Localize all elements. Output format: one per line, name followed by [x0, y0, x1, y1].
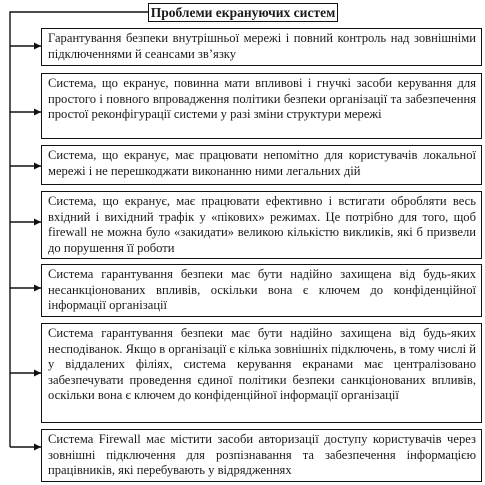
problem-box-2	[41, 73, 482, 139]
arrowhead-3	[34, 163, 41, 170]
arrowhead-7	[34, 444, 41, 451]
problem-text-4: Система, що екранує, має працювати ефективно і встигати обробляти весь вхідний і вихідний трафік у «пікових» режимах. Це потрібно для того, щоб firewall не можна було «закидати» великою кількістю викликів, які б призвели до порушення її роботи	[48, 194, 476, 255]
problem-text-6: Система гарантування безпеки має бути надійно захищена від будь-яких несподіванок. Якщо в організації є кілька зовнішніх підключень, в тому числі й у віддалених філіях, система керування екранами має централізовано забезпечувати проведення єдиної політики безпеки санкціонованих впливів, оскільки вона є ключем до конфіденційної інформації організації	[48, 326, 476, 403]
problem-box-4	[41, 191, 482, 259]
problem-text-3: Система, що екранує, має працювати непомітно для користувачів локальної мережі і не перешкоджати виконанню ними легальних дій	[48, 148, 476, 178]
problem-box-3	[41, 145, 482, 185]
problem-text-7: Система Firewall має містити засоби авторизації доступу користувачів через зовнішні підключення для розпізнавання та забезпечення інформацією працівників, які перебувають у відрядженнях	[48, 432, 476, 478]
diagram-title: Проблеми екрануючих систем	[148, 3, 338, 22]
arrowhead-2	[34, 109, 41, 116]
problem-text-1: Гарантування безпеки внутрішньої мережі і повний контроль над зовнішніми підключеннями й сеансами зв’язку	[48, 31, 476, 61]
problem-box-7	[41, 429, 482, 482]
problem-box-1	[41, 28, 482, 66]
arrowhead-4	[34, 219, 41, 226]
problem-box-5	[41, 264, 482, 317]
problem-box-6	[41, 323, 482, 423]
problem-text-5: Система гарантування безпеки має бути надійно захищена від будь-яких несанкціонованих впливів, оскільки вона є ключем до конфіденційної інформації організації	[48, 267, 476, 313]
arrowhead-6	[34, 370, 41, 377]
arrowhead-5	[34, 285, 41, 292]
arrowhead-1	[34, 43, 41, 50]
problem-text-2: Система, що екранує, повинна мати впливові і гнучкі засоби керування для простого і повного впровадження політики безпеки організації та забезпечення простої реконфігурації системи у разі зміни структури мережі	[48, 76, 476, 122]
